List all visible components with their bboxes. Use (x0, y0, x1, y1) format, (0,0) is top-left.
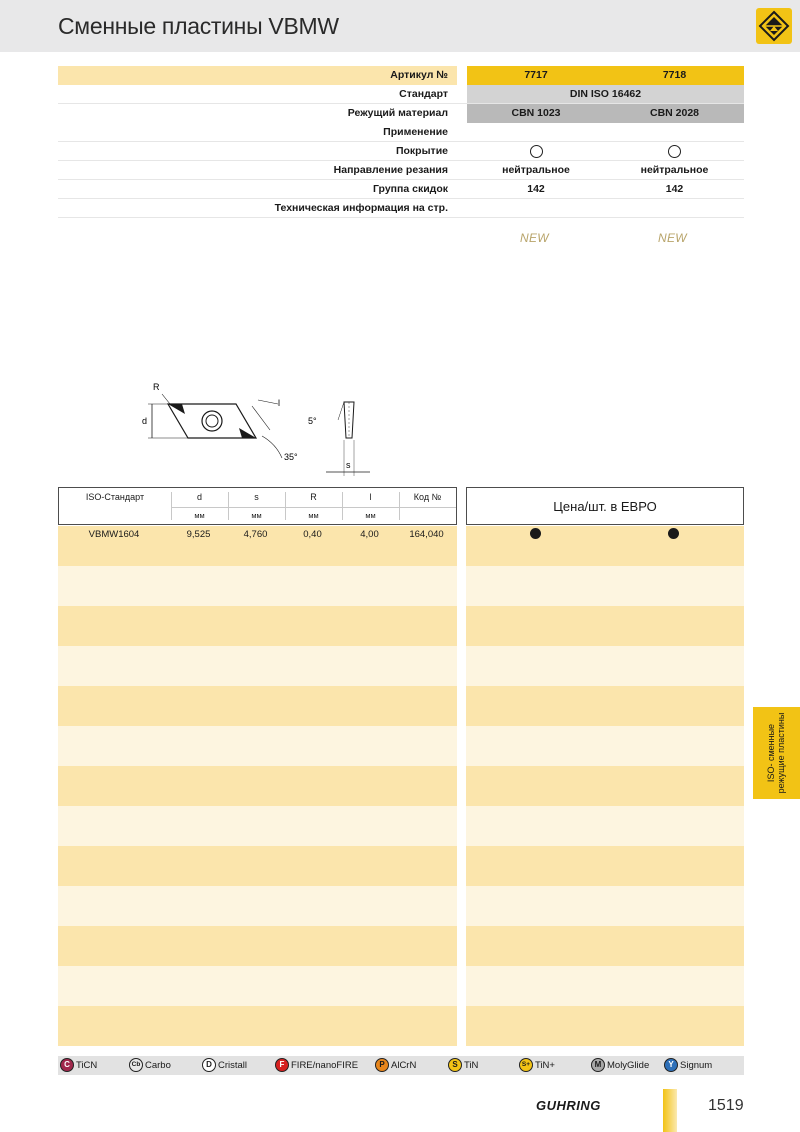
table-row (58, 1006, 457, 1046)
table-row (58, 566, 457, 606)
cell-code: 164,040 (409, 529, 444, 540)
new-badge-2: NEW (658, 231, 687, 245)
table-row (58, 766, 457, 806)
dim-r-label: R (153, 382, 160, 392)
col-divider (228, 492, 229, 520)
cell-l: 4,00 (360, 529, 379, 540)
spec-row-standard (58, 85, 744, 104)
price-row (466, 686, 744, 726)
standard-value: DIN ISO 16462 (467, 85, 744, 104)
section-tab-line1: ISO- сменные (766, 723, 776, 783)
coating-d-icon: D (202, 1058, 216, 1072)
spec-label: Покрытие (395, 145, 448, 157)
coating-legend (58, 1056, 744, 1075)
cell-r: 0,40 (303, 529, 322, 540)
price-row (466, 846, 744, 886)
article-number-2: 7718 (605, 66, 744, 85)
guhring-diamond-icon (756, 8, 792, 44)
spec-row-direction (58, 161, 744, 180)
coating-c-icon: C (60, 1058, 74, 1072)
legend-item-tin (448, 1058, 478, 1073)
spec-label: Артикул № (58, 66, 457, 85)
spec-label: Техническая информация на стр. (274, 202, 448, 214)
col-divider (342, 492, 343, 520)
filled-dot-icon (668, 528, 679, 539)
table-row (58, 846, 457, 886)
section-tab-label (766, 707, 786, 799)
unit-r: мм (308, 511, 319, 520)
insert-drawing (140, 380, 380, 480)
unit-d: мм (194, 511, 205, 520)
col-divider (399, 492, 400, 520)
spec-label: Применение (383, 126, 448, 138)
unit-s: мм (251, 511, 262, 520)
price-row (466, 766, 744, 806)
spec-label: Стандарт (399, 88, 448, 100)
page-title: Сменные пластины VBMW (58, 13, 339, 39)
spec-row-article (58, 66, 744, 85)
table-row (58, 686, 457, 726)
legend-label: Signum (680, 1060, 713, 1071)
legend-item-fire (275, 1058, 358, 1073)
legend-label: AlCrN (391, 1060, 417, 1071)
price-row (466, 1006, 744, 1046)
empty-circle-icon (668, 145, 681, 158)
header-divider (171, 507, 456, 508)
page-header (0, 0, 800, 52)
empty-circle-icon (530, 145, 543, 158)
price-header: Цена/шт. в ЕВРО (466, 487, 744, 525)
coating-m-icon: M (591, 1058, 605, 1072)
price-row (466, 886, 744, 926)
legend-label: TiN+ (535, 1060, 555, 1071)
spec-row-material (58, 104, 744, 123)
cell-d: 9,525 (186, 529, 211, 540)
col-header-d: d (196, 492, 202, 502)
legend-label: TiN (464, 1060, 479, 1071)
legend-label: TiCN (76, 1060, 98, 1071)
coating-s-icon: S (448, 1058, 462, 1072)
spec-row-coating (58, 142, 744, 161)
spec-row-techinfo (58, 199, 744, 218)
dim-angle5-label: 5° (308, 416, 317, 426)
legend-item-cristall (202, 1058, 247, 1073)
legend-item-ticn (60, 1058, 97, 1073)
spec-label: Направление резания (333, 164, 448, 176)
discount-value-2: 142 (665, 183, 684, 195)
coating-value-2 (605, 142, 744, 161)
dim-d-label: d (142, 416, 148, 426)
table-header (58, 487, 457, 525)
coating-splus-icon: S+ (519, 1058, 533, 1072)
page-number: 1519 (708, 1097, 744, 1114)
dim-s-label: s (346, 460, 351, 470)
article-number-1: 7717 (467, 66, 605, 85)
col-divider (171, 492, 172, 520)
dim-l-label: l (278, 398, 280, 408)
col-header-r: R (310, 492, 317, 502)
legend-label: FIRE/nanoFIRE (291, 1060, 359, 1071)
material-value-2: CBN 2028 (605, 104, 744, 123)
new-badge-1: NEW (520, 231, 549, 245)
coating-value-1 (467, 142, 605, 161)
unit-l: мм (365, 511, 376, 520)
table-row (58, 606, 457, 646)
cell-s: 4,760 (243, 529, 268, 540)
spec-label: Режущий материал (347, 107, 448, 119)
legend-item-carbo (129, 1058, 171, 1073)
price-row (466, 646, 744, 686)
material-value-1: CBN 1023 (467, 104, 605, 123)
table-row (58, 886, 457, 926)
discount-value-1: 142 (527, 183, 545, 195)
table-row (58, 806, 457, 846)
legend-label: Carbo (145, 1060, 171, 1071)
dim-angle35-label: 35° (284, 452, 298, 462)
col-header-iso: ISO-Стандарт (85, 492, 145, 502)
price-row (466, 566, 744, 606)
price-row (466, 806, 744, 846)
spec-row-application (58, 123, 744, 142)
legend-item-signum (664, 1058, 712, 1073)
price-row (466, 726, 744, 766)
spec-row-discount (58, 180, 744, 199)
table-row (58, 926, 457, 966)
col-header-l: l (369, 492, 372, 502)
price-row (466, 926, 744, 966)
legend-label: Cristall (218, 1060, 248, 1071)
col-header-s: s (254, 492, 259, 502)
price-row (466, 606, 744, 646)
table-row (58, 646, 457, 686)
section-tab-line2: режущие пластины (776, 712, 786, 794)
spec-label: Группа скидок (373, 183, 448, 195)
table-row (58, 726, 457, 766)
legend-item-molyglide (591, 1058, 649, 1073)
coating-y-icon: Y (664, 1058, 678, 1072)
table-row (58, 966, 457, 1006)
direction-value-2: нейтральное (640, 164, 709, 176)
coating-f-icon: F (275, 1058, 289, 1072)
price-row (466, 526, 744, 566)
coating-cb-icon: Cb (129, 1058, 143, 1072)
cell-iso: VBMW1604 (88, 529, 140, 540)
price-row (466, 966, 744, 1006)
footer-accent (663, 1089, 677, 1132)
legend-label: MolyGlide (607, 1060, 650, 1071)
section-tab[interactable] (753, 707, 800, 799)
row-divider (58, 217, 744, 218)
legend-item-tinplus (519, 1058, 555, 1073)
direction-value-1: нейтральное (502, 164, 570, 176)
col-divider (285, 492, 286, 520)
legend-item-alcrn (375, 1058, 416, 1073)
col-header-code: Код № (413, 492, 442, 502)
filled-dot-icon (530, 528, 541, 539)
coating-p-icon: P (375, 1058, 389, 1072)
brand-logo: GUHRING (536, 1098, 601, 1113)
